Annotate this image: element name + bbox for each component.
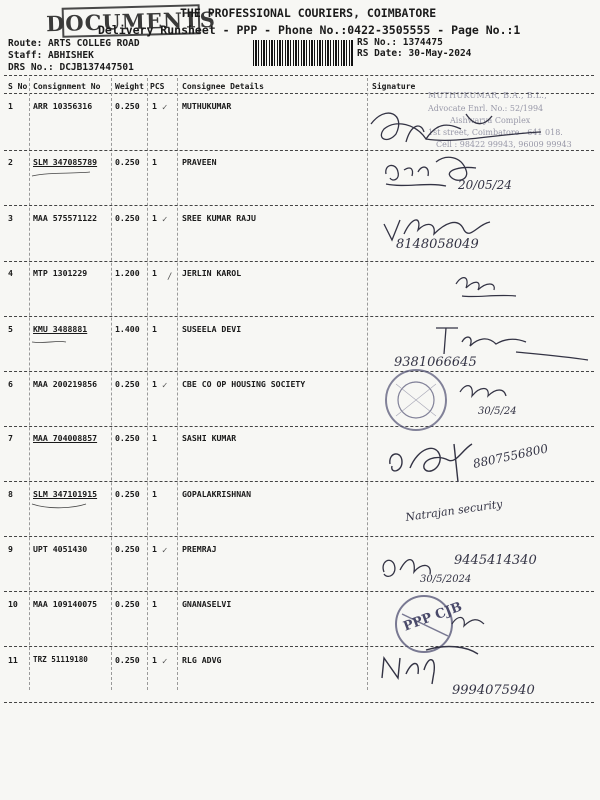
row-pcs: 1 (152, 268, 157, 278)
row-consignee: SUSEELA DEVI (182, 324, 242, 334)
svg-text:Advocate Enrl. No.: 52/1994: Advocate Enrl. No.: 52/1994 (428, 104, 544, 113)
check-mark-icon: / (167, 272, 173, 282)
runsheet-title: Delivery Runsheet - PPP - Phone No.:0422-3505555 - Page No.:1 (98, 23, 521, 37)
handwritten-phone: 8807556800 (471, 441, 550, 471)
row-consignment: MAA 704008857 (33, 433, 98, 443)
handwritten-phone: 9445414340 (454, 553, 537, 568)
seal-text: PPP CJB (401, 599, 465, 635)
row-consignee: SREE KUMAR RAJU (182, 213, 256, 223)
check-mark-icon: ✓ (162, 546, 168, 556)
row-sno: 6 (8, 379, 13, 389)
row-sno: 7 (8, 433, 13, 443)
row-sno: 4 (8, 268, 13, 278)
row-pcs: 1 (152, 157, 157, 167)
rs-number: RS No.: 1374475 (357, 37, 443, 48)
handwritten-note: Natrajan security (404, 497, 504, 524)
col-header-pcs: PCS (150, 82, 165, 91)
handwritten-phone: 9994075940 (452, 683, 535, 698)
row-pcs: 1 (152, 213, 157, 223)
row-weight: 0.250 (115, 433, 140, 443)
handwritten-phone: 9381066645 (394, 355, 477, 370)
svg-text:Cell : 98422 99943, 96009 9994: Cell : 98422 99943, 96009 99943 (436, 140, 572, 149)
check-mark-icon: ✓ (162, 103, 168, 113)
row-sno: 10 (8, 599, 18, 609)
row-sno: 9 (8, 544, 13, 554)
row-pcs: 1 (152, 599, 157, 609)
header-divider-top (4, 75, 594, 76)
rs-date: RS Date: 30-May-2024 (357, 48, 472, 59)
row-weight: 0.250 (115, 655, 140, 665)
row-weight: 0.250 (115, 379, 140, 389)
row-consignee: PRAVEEN (182, 157, 217, 167)
company-name: THE PROFESSIONAL COURIERS, COIMBATORE (180, 6, 437, 20)
row-pcs: 1 (152, 433, 157, 443)
row-weight: 1.400 (115, 324, 140, 334)
row-consignee: RLG ADVG (182, 655, 222, 665)
row-sno: 8 (8, 489, 13, 499)
row-pcs: 1 (152, 655, 157, 665)
handwritten-date: 20/05/24 (458, 178, 512, 192)
row-pcs: 1 (152, 489, 157, 499)
check-mark-icon: ✓ (162, 381, 168, 391)
handwritten-date: 30/5/24 (478, 406, 517, 417)
col-header-consignee: Consignee Details (182, 82, 264, 91)
col-header-sno: S No (8, 82, 28, 91)
row-consignee: PREMRAJ (182, 544, 217, 554)
row-consignee: SASHI KUMAR (182, 433, 237, 443)
drs-number: DRS No.: DCJB137447501 (8, 62, 134, 73)
row-consignment: MAA 575571122 (33, 213, 98, 223)
row-weight: 1.200 (115, 268, 140, 278)
col-header-consignment: Consignment No (33, 82, 101, 91)
row-pcs: 1 (152, 101, 157, 111)
signature-scribble (452, 617, 484, 626)
svg-text:MUTHUKUMAR, B.A., B.L.,: MUTHUKUMAR, B.A., B.L., (428, 91, 548, 100)
staff-label: Staff: ABHISHEK (8, 50, 94, 61)
row-weight: 0.250 (115, 489, 140, 499)
underline-mark (32, 172, 90, 176)
route-label: Route: ARTS COLLEG ROAD (8, 38, 140, 49)
check-mark-icon: ✓ (162, 657, 168, 667)
row-sno: 5 (8, 324, 13, 334)
col-header-signature: Signature (372, 82, 416, 91)
row-sno: 1 (8, 101, 13, 111)
handwritten-phone: 8148058049 (396, 237, 479, 252)
signature-scribble (460, 386, 506, 396)
svg-text:1st street, Coimbatore - 641 0: 1st street, Coimbatore - 641 018. (428, 128, 563, 137)
row-weight: 0.250 (115, 157, 140, 167)
handwritten-date: 30/5/2024 (420, 574, 472, 585)
society-seal (386, 370, 446, 430)
signature-area (366, 84, 596, 704)
row-sno: 2 (8, 157, 13, 167)
svg-text:Aishwarya Complex: Aishwarya Complex (450, 116, 531, 125)
barcode (253, 40, 353, 66)
signature-scribble (390, 444, 472, 482)
col-header-weight: Weight (115, 82, 144, 91)
row-consignment: UPT 4051430 (33, 544, 88, 554)
row-pcs: 1 (152, 379, 157, 389)
row-pcs: 1 (152, 324, 157, 334)
row-sno: 3 (8, 213, 13, 223)
row-consignee: GOPALAKRISHNAN (182, 489, 252, 499)
row-consignee: JERLIN KAROL (182, 268, 242, 278)
pen-marks (30, 170, 110, 710)
row-weight: 0.250 (115, 599, 140, 609)
row-consignment: MAA 200219856 (33, 379, 98, 389)
row-weight: 0.250 (115, 544, 140, 554)
signature-scribble (456, 278, 516, 297)
row-consignment: ARR 10356316 (33, 101, 93, 111)
row-consignment: SLM 347085789 (33, 157, 98, 167)
row-consignment: SLM 347101915 (33, 489, 98, 499)
row-consignee: MUTHUKUMAR (182, 101, 232, 111)
underline-mark (32, 504, 86, 508)
row-consignment: MTP 1301229 (33, 268, 88, 278)
row-weight: 0.250 (115, 101, 140, 111)
row-consignment: TRZ 51119180 (33, 655, 88, 664)
documents-stamp: DOCUMENTS (62, 4, 201, 38)
row-consignment: KMU 3488881 (33, 324, 88, 334)
row-weight: 0.250 (115, 213, 140, 223)
row-consignee: GNANASELVI (182, 599, 232, 609)
row-consignment: MAA 109140075 (33, 599, 98, 609)
row-pcs: 1 (152, 544, 157, 554)
underline-mark (32, 341, 66, 342)
check-mark-icon: ✓ (162, 215, 168, 225)
row-sno: 11 (8, 655, 18, 665)
row-consignee: CBE CO OP HOUSING SOCIETY (182, 379, 306, 389)
